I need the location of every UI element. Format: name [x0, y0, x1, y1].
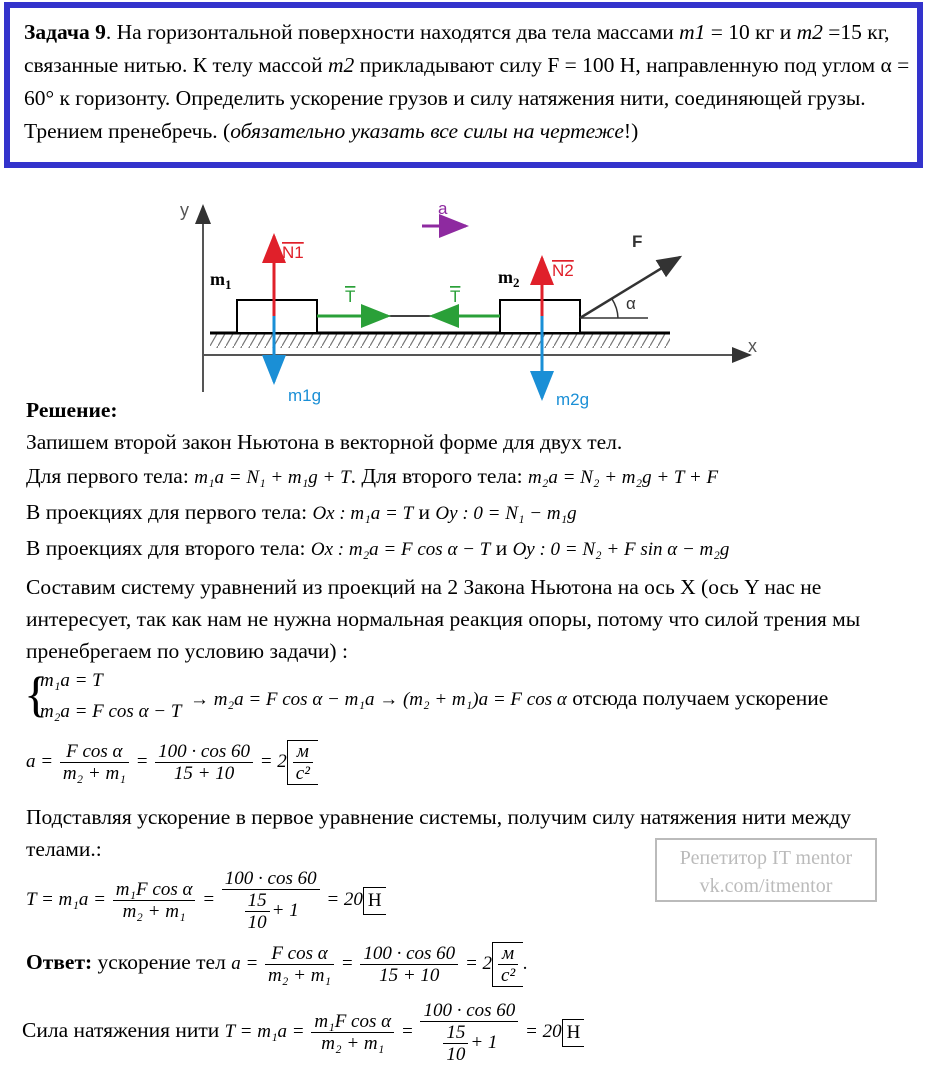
- solution-line-2: Для первого тела: m₁a = N₁ + m₁g + T. Для второго тела: m₂a = N₂ + m₂g + T + F: [26, 464, 719, 488]
- sys-eq-1: m₁a = T: [40, 670, 103, 691]
- sys-eq-2: m₂a = F cos α − T: [40, 701, 182, 722]
- normal-label-2: N2: [552, 261, 574, 280]
- tension-label-2: T: [450, 287, 461, 306]
- tension-label-1: T: [345, 287, 356, 306]
- solution-line-6: Подставляя ускорение в первое уравнение системы, получим силу натяжения нити между телами.:: [26, 805, 851, 861]
- problem-statement: Задача 9. На горизонтальной поверхности находятся два тела массами m1 = 10 кг и m2 =15 кг, связанные нитью. К телу массой m2 прикладывают силу F = 100 Н, направленную под углом α = 60° к горизонту. Определить ускорение грузов и силу натяжения нити, соединяющей грузы. Трением пренебречь. (обязательно указать все силы на чертеже!): [4, 2, 923, 168]
- solution-line-1: Запишем второй закон Ньютона в векторной форме для двух тел.: [26, 430, 623, 454]
- x-axis-label: x: [748, 336, 757, 356]
- proj1-y: Oy : 0 = N₁ − m₁g: [435, 503, 577, 524]
- system-brace: {: [24, 666, 48, 722]
- tension-formula: T = m₁a = $\frac{\text{m₁F cos α}}{\text{m₂ + m₁}}$ = 100 · cos 60 $\frac{15}{10}$ + 1 = 20 Н: [26, 868, 386, 933]
- system-result: → m₂a = F cos α − m₁a → (m₂ + m₁)a = F cos α отсюда получаем ускорение: [190, 686, 829, 710]
- eq-body1: m₁a = N₁ + m₁g + T: [194, 467, 351, 488]
- tension-answer-line: Сила натяжения нити T = m₁a = $\frac{\text{m₁F cos α}}{\text{m₂ + m₁}}$ = 100 · cos 60 $\frac{15}{10}$ + 1 = 20 Н: [22, 1000, 584, 1065]
- answer-line: Ответ: ускорение тел a = $\frac{\text{F cos α}}{\text{m₂ + m₁}}$ = $\frac{100 \cdot \cos 60}{15 + 10}$ = 2 $\frac{м}{\text{c²}}$ .: [26, 943, 528, 986]
- eq-body2: m₂a = N₂ + m₂g + T + F: [528, 467, 719, 488]
- force-diagram: [170, 192, 770, 417]
- ground-hatch: [210, 334, 670, 348]
- solution-line-3: В проекциях для первого тела: Ox : m₁a = T и Oy : 0 = N₁ − m₁g: [26, 500, 577, 524]
- solution-heading: Решение:: [26, 398, 118, 422]
- proj2-y: Oy : 0 = N₂ + F sin α − m₂g: [512, 539, 730, 560]
- body-1-label: $m_1$: [210, 269, 232, 292]
- gravity-label-2: m2g: [556, 390, 590, 409]
- problem-title: Задача 9: [24, 20, 106, 44]
- solution-line-5: Составим систему уравнений из проекций на 2 Закона Ньютона на ось X (ось Y нас не интересует, так как нам не нужна нормальная реакция опоры, потому что силой трения мы пренебрегаем по условию задачи) :: [26, 575, 861, 663]
- normal-label-1: N1: [282, 243, 304, 262]
- body-1: [237, 300, 317, 333]
- angle-label: α: [626, 294, 636, 313]
- proj2-x: Ox : m₂a = F cos α − T: [310, 539, 491, 560]
- body-2-label: $m_2$: [498, 267, 520, 290]
- force-label: F: [632, 232, 643, 251]
- watermark: Репетитор IT mentor vk.com/itmentor: [655, 838, 877, 902]
- accel-label: a: [438, 199, 448, 218]
- y-axis-label: y: [180, 200, 189, 220]
- gravity-label-1: m1g: [288, 386, 322, 405]
- proj1-x: Ox : m₁a = T: [312, 503, 414, 524]
- accel-formula: a = $\frac{\text{F cos α}}{\text{m₂ + m₁}}$ = $\frac{100 \cdot \cos 60}{15 + 10}$ = 2 $\frac{м}{\text{c²}}$: [26, 740, 318, 785]
- angle-arc: [612, 299, 618, 318]
- solution-line-4: В проекциях для второго тела: Ox : m₂a = F cos α − T и Oy : 0 = N₂ + F sin α − m₂g: [26, 536, 730, 560]
- body-2: [500, 300, 580, 333]
